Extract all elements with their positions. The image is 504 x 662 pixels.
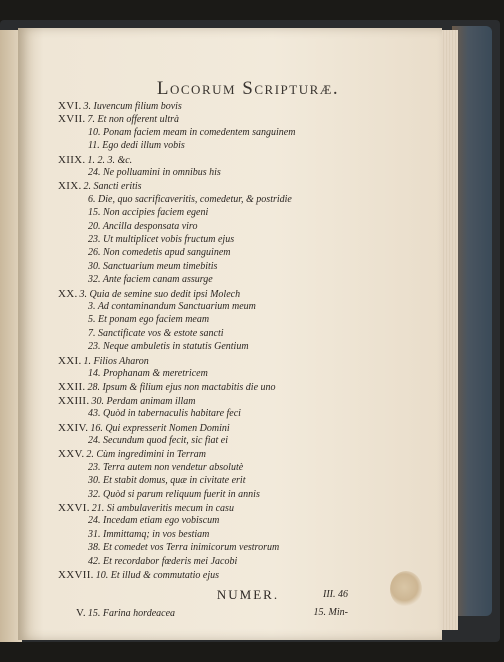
page-title: Locorum Scripturæ. — [156, 78, 340, 99]
index-entry — [88, 328, 224, 341]
verse-text: 16. Qui expresserit Nomen Domini — [90, 422, 230, 434]
chapter-number: XXIII. — [58, 394, 90, 407]
verse-text: 7. Sanctificate vos & estote sancti — [88, 327, 224, 339]
index-entry — [88, 140, 185, 153]
verse-text: 1. Filios Aharon — [83, 355, 149, 367]
chapter-number: XVII. — [58, 113, 86, 126]
verse-text: 43. Quòd in tabernaculis habitare feci — [88, 408, 241, 420]
index-entry — [58, 288, 240, 301]
verse-text: 24. Incedam etiam ego vobiscum — [88, 515, 220, 527]
index-entry — [88, 194, 292, 207]
verse-text: 32. Quòd si parum reliquum fuerit in annis — [88, 488, 260, 500]
chapter-number: XXII. — [58, 381, 86, 394]
verse-text: 3. Quia de semine suo dedit ipsi Molech — [79, 288, 241, 300]
index-entry — [88, 542, 279, 555]
chapter-number: XXI. — [58, 354, 82, 367]
index-entry — [88, 167, 221, 180]
verse-text: 26. Non comedetis apud sanguinem — [88, 247, 231, 259]
index-entry — [58, 180, 142, 193]
cover-edge — [452, 26, 492, 616]
verse-text: 7. Et non offerent ultrà — [87, 114, 180, 126]
index-entry — [88, 234, 234, 247]
index-entry — [88, 368, 208, 381]
chapter-number: XXVI. — [58, 502, 90, 514]
verse-text: 23. Terra autem non vendetur absolutè — [88, 461, 244, 473]
chapter-number: V. — [76, 607, 86, 619]
verse-text: 15. Non accipies faciem egeni — [88, 207, 209, 219]
section-heading: NUMER. — [216, 587, 280, 602]
index-entry — [58, 395, 196, 408]
index-entry — [58, 100, 182, 113]
index-entry — [88, 207, 208, 220]
index-entry — [58, 113, 179, 126]
chapter-number: XVI. — [58, 100, 82, 112]
index-entry — [58, 569, 219, 582]
verse-text: 30. Et stabit domus, quæ in civitate erit — [88, 475, 246, 487]
verse-text: 11. Ego dedi illum vobis — [88, 140, 185, 152]
verse-text: 28. Ipsum & filium ejus non mactabitis die uno — [87, 382, 276, 394]
verse-text: 2. Cùm ingredimini in Terram — [86, 449, 206, 461]
verse-text: 42. Et recordabor fœderis mei Jacobi — [88, 555, 238, 567]
section-ref: III. 46 — [323, 589, 348, 600]
verse-text: 30. Sanctuarium meum timebitis — [88, 260, 218, 272]
verse-text: 20. Ancilla desponsata viro — [88, 220, 198, 232]
index-entry — [88, 515, 219, 528]
verse-text: 3. Iuvencum filium bovis — [83, 101, 182, 112]
index-entry-last — [76, 607, 175, 620]
verse-text: 38. Et comedet vos Terra inimicorum vestrorum — [88, 542, 280, 554]
index-entry — [88, 301, 256, 314]
index-entry — [88, 221, 197, 234]
index-entry — [88, 408, 241, 421]
verse-text: 24. Ne polluamini in omnibus his — [88, 167, 221, 178]
index-entry — [58, 381, 276, 394]
paper-stain — [390, 571, 422, 607]
index-entry — [58, 154, 132, 167]
index-entry — [88, 475, 246, 488]
index-entry — [88, 556, 237, 569]
verse-text: 2. Sancti eritis — [83, 181, 142, 193]
verse-text: 15. Farina hordeacea — [87, 608, 176, 619]
verse-text: 21. Si ambulaveritis mecum in casu — [91, 503, 234, 514]
index-entry — [88, 247, 231, 260]
index-entry — [88, 462, 243, 475]
chapter-number: XXVII. — [58, 569, 94, 581]
index-entry — [88, 261, 217, 274]
index-entry — [88, 314, 209, 327]
verse-text: 14. Prophanam & meretricem — [88, 368, 208, 379]
index-entry — [88, 341, 249, 354]
verse-text: 30. Perdam animam illam — [91, 395, 196, 407]
index-entry — [88, 489, 260, 502]
index-entry — [58, 502, 234, 515]
index-entry — [88, 127, 295, 140]
verse-text: 23. Neque ambuletis in statutis Gentium — [88, 341, 249, 353]
verse-text: 31. Immittamq; in vos bestiam — [88, 528, 210, 540]
verse-text: 23. Ut multiplicet vobis fructum ejus — [88, 234, 235, 245]
index-entry — [58, 355, 149, 368]
verse-text: 10. Ponam faciem meam in comedentem sanguinem — [88, 126, 296, 138]
chapter-number: XXIV. — [58, 421, 89, 434]
index-entry — [58, 422, 230, 435]
verse-text: 1. 2. 3. &c. — [87, 154, 133, 166]
chapter-number: XIX. — [58, 180, 82, 193]
verse-text: 10. Et illud & commutatio ejus — [95, 570, 220, 581]
book-page — [18, 28, 442, 640]
chapter-number: XIIX. — [58, 153, 86, 166]
chapter-number: XX. — [58, 287, 78, 300]
index-entry — [88, 435, 228, 448]
verse-text: 32. Ante faciem canam assurge — [88, 274, 213, 286]
index-entry — [58, 448, 206, 461]
verse-text: 5. Et ponam ego faciem meam — [88, 314, 210, 326]
index-ref-last: 15. Min- — [313, 607, 348, 618]
chapter-number: XXV. — [58, 448, 85, 461]
index-entry — [88, 529, 209, 542]
index-entry — [88, 274, 213, 287]
verse-text: 6. Die, quo sacrificaveritis, comedetur, & postridie — [88, 193, 292, 205]
verse-text: 24. Secundum quod fecit, sic fiat ei — [88, 435, 228, 446]
verse-text: 3. Ad contaminandum Sanctuarium meum — [88, 301, 256, 312]
